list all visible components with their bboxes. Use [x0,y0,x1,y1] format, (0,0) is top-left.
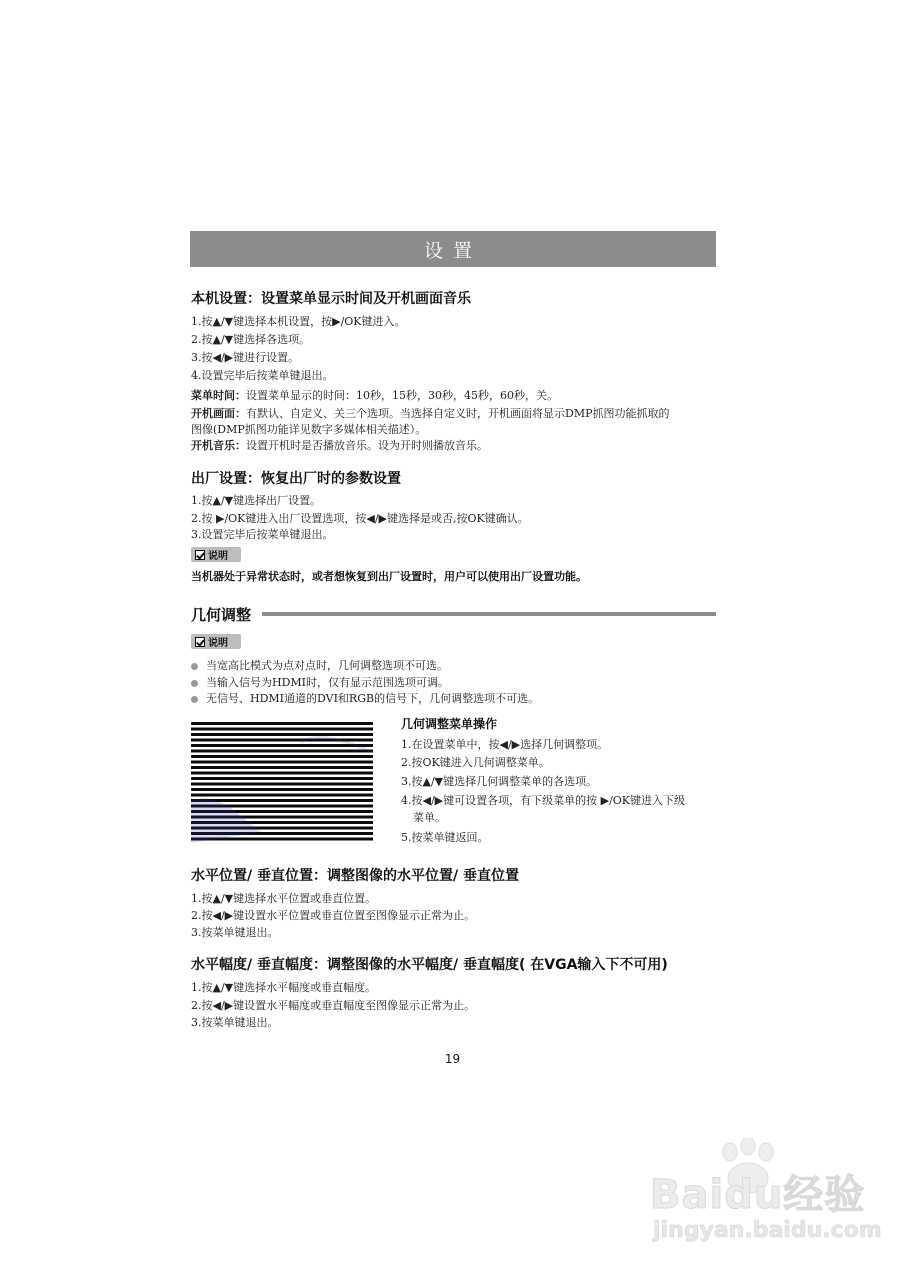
menu-time-label: 菜单时间： [191,389,246,402]
ops-step-line: 5.按菜单键返回。 [401,831,489,844]
boot-image-label: 开机画面： [191,407,246,420]
menu-time-row [191,387,558,403]
note-label: 说明 [208,551,228,562]
step-line: 3.按菜单键退出。 [191,926,279,939]
ops-step-line: 2.按OK键进入几何调整菜单。 [401,756,550,769]
bullet-item [191,690,539,706]
boot-music-label: 开机音乐： [191,439,246,452]
ops-step-line-continued: 菜单。 [413,811,446,824]
step-line: 1.按▲/▼键选择水平幅度或垂直幅度。 [191,981,377,994]
geometry-ops-heading: 几何调整菜单操作 [401,717,498,731]
bullet-text: 当输入信号为HDMI时，仅有显示范围选项可调。 [206,676,450,689]
step-line: 2.按 ▶/OK键进入出厂设置选项，按◀/▶键选择是或否,按OK键确认。 [191,512,529,525]
watermark-logo: Baidu经验 [650,1172,866,1218]
step-line: 2.按◀/▶键设置水平幅度或垂直幅度至图像显示正常为止。 [191,999,476,1012]
page-number: 19 [444,1052,461,1066]
ops-step-line: 3.按▲/▼键选择几何调整菜单的各选项。 [401,775,598,788]
step-line: 1.按▲/▼键选择本机设置，按▶/OK键进入。 [191,315,406,328]
bullet-dot-icon [191,663,198,670]
section-heading-size: 水平幅度/ 垂直幅度：调整图像的水平幅度/ 垂直幅度( 在VGA输入下不可用) [191,957,668,973]
note-label: 说明 [208,638,228,649]
section-heading-device-settings: 本机设置：设置菜单显示时间及开机画面音乐 [191,291,471,307]
bullet-item [191,657,448,673]
bullet-item [191,674,449,690]
note-badge [191,547,241,562]
note-badge [191,634,241,649]
step-line: 1.按▲/▼键选择出厂设置。 [191,494,322,507]
step-line: 3.设置完毕后按菜单键退出。 [191,528,334,541]
page-title: 设置 [423,239,482,262]
section-heading-factory-reset: 出厂设置：恢复出厂时的参数设置 [191,471,401,487]
step-line: 3.按◀/▶键进行设置。 [191,351,300,364]
illustration-wave-overlay [191,722,373,843]
step-line: 1.按▲/▼键选择水平位置或垂直位置。 [191,892,377,905]
page-header [190,231,716,267]
ops-step-line: 4.按◀/▶键可设置各项，有下级菜单的按 ▶/OK键进入下级 [401,794,686,807]
section-title-bar [262,612,716,616]
boot-music-row [191,437,488,453]
step-line: 3.按菜单键退出。 [191,1016,279,1029]
bullet-dot-icon [191,696,198,703]
boot-image-text: 有默认、自定义、关三个选项。当选择自定义时，开机画面将显示DMP抓图功能抓取的 [246,407,670,420]
step-line: 4.设置完毕后按菜单键退出。 [191,369,334,382]
step-line: 2.按◀/▶键设置水平位置或垂直位置至图像显示正常为止。 [191,909,476,922]
boot-music-text: 设置开机时是否播放音乐。设为开时则播放音乐。 [246,439,488,452]
boot-image-text-continued: 图像(DMP抓图功能详见数字多媒体相关描述）。 [191,423,427,436]
menu-time-text: 设置菜单显示的时间：10秒，15秒，30秒，45秒，60秒，关。 [246,389,558,402]
section-title-geometry: 几何调整 [191,606,252,624]
watermark-url: jingyan.baidu.com [653,1218,882,1243]
ops-step-line: 1.在设置菜单中，按◀/▶选择几何调整项。 [401,738,609,751]
note-text: 当机器处于异常状态时，或者想恢复到出厂设置时，用户可以使用出厂设置功能。 [191,570,587,583]
checkbox-icon [195,637,205,647]
step-line: 2.按▲/▼键选择各选项。 [191,333,311,346]
bullet-dot-icon [191,680,198,687]
bullet-text: 当宽高比模式为点对点时，几何调整选项不可选。 [206,659,448,672]
checkbox-icon [195,550,205,560]
geometry-adjustment-illustration [191,722,373,843]
section-heading-position: 水平位置/ 垂直位置：调整图像的水平位置/ 垂直位置 [191,868,519,884]
boot-image-row [191,405,669,421]
bullet-text: 无信号、HDMI通道的DVI和RGB的信号下，几何调整选项不可选。 [206,692,540,705]
